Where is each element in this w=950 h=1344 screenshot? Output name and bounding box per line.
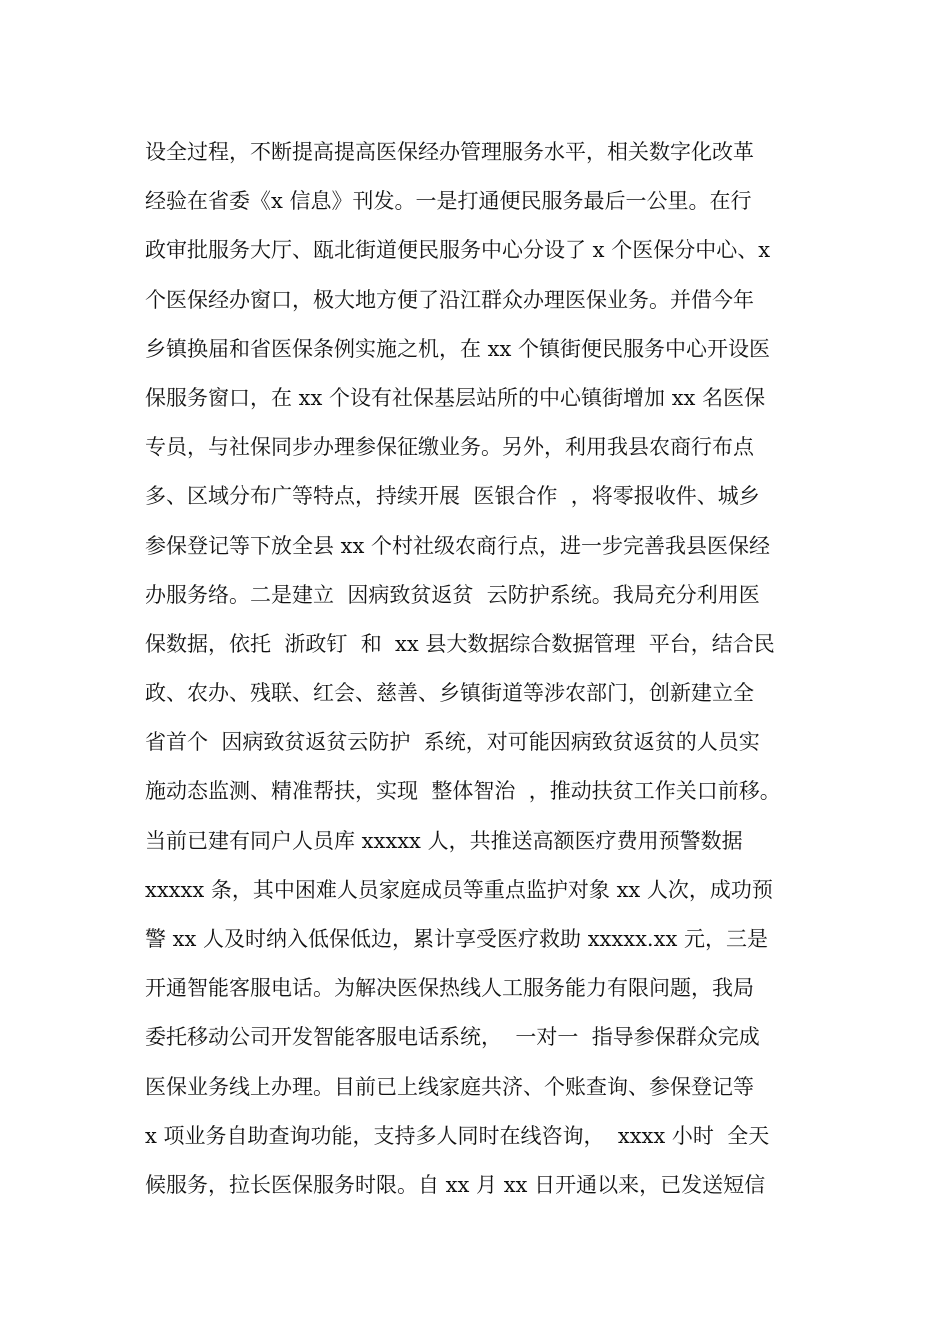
text-line: 省首个 因病致贫返贫云防护 系统，对可能因病致贫返贫的人员实: [145, 730, 760, 755]
text-line: 多、区域分布广等特点，持续开展 医银合作 ，将零报收件、城乡: [145, 484, 760, 509]
text-line: 参保登记等下放全县 xx 个村社级农商行点，进一步完善我县医保经: [145, 533, 771, 558]
text-line: 保服务窗口，在 xx 个设有社保基层站所的中心镇街增加 xx 名医保: [145, 385, 766, 410]
body-paragraph: [145, 128, 815, 1210]
text-line: x 项业务自助查询功能，支持多人同时在线咨询， xxxx 小时 全天: [145, 1123, 770, 1148]
text-line: 施动态监测、精准帮扶，实现 整体智治 ，推动扶贫工作关口前移。: [145, 779, 781, 804]
text-line: 政审批服务大厅、瓯北街道便民服务中心分设了 x 个医保分中心、x: [145, 238, 771, 263]
text-line: 个医保经办窗口，极大地方便了沿江群众办理医保业务。并借今年: [145, 287, 754, 312]
text-line: 设全过程，不断提高提高医保经办管理服务水平，相关数字化改革: [145, 140, 754, 164]
text-line: 警 xx 人及时纳入低保低边，累计享受医疗救助 xxxxx.xx 元，三是: [145, 927, 768, 951]
text-line: 专员，与社保同步办理参保征缴业务。另外，利用我县农商行布点: [145, 435, 754, 460]
text-line: 保数据，依托 浙政钉 和 xx 县大数据综合数据管理 平台，结合民: [145, 631, 775, 656]
text-line: 经验在省委《x 信息》刊发。一是打通便民服务最后一公里。在行: [145, 189, 752, 214]
text-line: 办服务络。二是建立 因病致贫返贫 云防护系统。我局充分利用医: [145, 582, 760, 607]
text-line: 开通智能客服电话。为解决医保热线人工服务能力有限问题，我局: [145, 976, 754, 1001]
text-line: xxxxx 条，其中困难人员家庭成员等重点监护对象 xx 人次，成功预: [145, 877, 773, 902]
text-line: 政、农办、残联、红会、慈善、乡镇街道等涉农部门，创新建立全: [145, 681, 754, 706]
text-line: 委托移动公司开发智能客服电话系统， 一对一 指导参保群众完成: [145, 1025, 760, 1050]
text-line: 医保业务线上办理。目前已上线家庭共济、个账查询、参保登记等: [145, 1074, 754, 1099]
text-line: 当前已建有同户人员库 xxxxx 人，共推送高额医疗费用预警数据: [145, 828, 743, 853]
text-line: 候服务，拉长医保服务时限。自 xx 月 xx 日开通以来，已发送短信: [145, 1172, 766, 1197]
text-line: 乡镇换届和省医保条例实施之机，在 xx 个镇街便民服务中心开设医: [145, 336, 771, 361]
